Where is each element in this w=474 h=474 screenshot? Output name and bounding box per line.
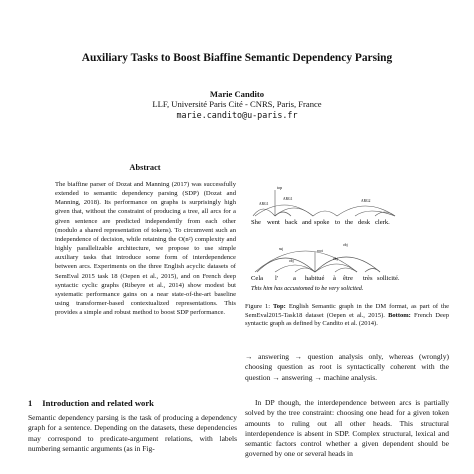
paper-title: Auxiliary Tasks to Boost Biaffine Semantic Dependency Parsing [81,52,393,64]
label-obj: obj [343,243,348,247]
caption-bottom-label: Bottom: [388,311,411,319]
caption-top-text: English Semantic graph in the DM format, as part of the SemEval2015-Task18 dataset (Oepen et al., 2015). [245,303,449,319]
arc-a [335,268,357,272]
arc-arg2 [337,206,395,216]
fr-gloss: This him has accustomed to be very solicited. [251,285,364,292]
arc-suj-b [255,251,357,272]
caption-bottom-text: French Deep syntactic graph as defined by Candito et al. (2014). [245,311,449,328]
en-word: back [285,219,298,226]
section-heading [28,398,238,408]
right-paragraph-1: → answering → question analysis only, whereas (wrongly) choosing question as root is syntactically coherent with the question → answering → machine analysis. [245,352,449,382]
fr-word: être [343,275,353,282]
label-obj-b: obj [333,257,338,261]
label-arg1: ARG1 [259,202,269,206]
abstract-heading: Abstract [129,163,161,172]
author-email[interactable]: marie.candito@u-paris.fr [176,110,298,120]
section-title: Introduction and related work [42,398,154,408]
caption-top-label: Top: [273,303,286,310]
en-word: spoke [314,219,330,226]
fr-word: habitué [305,275,325,282]
arc-aux [295,268,315,272]
author-name: Marie Candito [209,89,265,99]
arc-back [275,212,291,216]
label-root: root [317,249,323,253]
english-graph [251,185,395,226]
fr-word: très [363,275,373,282]
label-obj-a: obj [289,259,294,263]
en-word: She [251,219,261,226]
fr-word: à [333,275,336,282]
fr-word: a [293,275,296,282]
arc-obj-long [315,257,380,272]
fr-word: l' [275,275,279,282]
arc-to [313,211,337,216]
en-word: the [345,219,354,226]
en-word: desk [358,219,371,226]
label-arg2: ARG2 [361,199,371,203]
label-arg1-b: ARG1 [283,197,293,201]
section-number: 1 [28,398,33,408]
arc-suj [257,258,315,272]
french-graph [251,243,400,292]
right-paragraph-2: In DP though, the interdependence between arcs is partially solved by the tree constraint: choosing one head for a given token amounts to ruling out all other heads. This structural interdependence is absent in SDP. Complex structural, lexical and semantic factors control whether a given dependent should be governed by one or several heads in [245,398,449,459]
label-top: top [277,185,283,190]
label-suj: suj [279,247,284,251]
author-affiliation: LLF, Université Paris Cité - CNRS, Paris, France [152,99,322,109]
figure-caption: Figure 1: Top: English Semantic graph in the DM format, as part of the SemEval2015-Task18 dataset (Oepen et al., 2015). Bottom: French Deep syntactic graph as defined by Candito et al. (2014). [245,303,449,328]
arc-obj-b [315,264,357,272]
en-word: to [335,219,341,226]
arc-and [275,208,313,216]
en-word: clerk. [375,219,390,226]
fr-word: sollicité. [377,275,400,282]
en-word: and [302,219,312,226]
en-word: went [267,219,280,226]
arc-the [355,211,395,216]
fr-word: Cela [251,275,264,282]
intro-text: Semantic dependency parsing is the task of producing a dependency graph for a sentence. Depending on the datasets, these dependencies may correspond to predicate-argument relations, with labels numbering semantic arguments (as in Fig- [28,413,237,453]
abstract-text: The biaffine parser of Dozat and Manning (2017) was successfully extended to semantic dependency parsing (SDP) (Dozat and Manning, 2018). Its performance on graphs is surprisingly high given that, without the constraint of producing a tree, all arcs for a given sentence are predicted independently from each other (modulo a shared representation of tokens). To circumvent such an independence of decision, while retaining the O(n²) complexity and highly parallelizable architecture, we propose to use simple auxiliary tasks that introduce some form of interdependence between arcs. Experiments on the three English acyclic datasets of SemEval 2015 task 18 (Oepen et al., 2015), and on French deep syntactic cyclic graphs (Ribeyre et al., 2014) show modest but systematic performance gains on a near state-of-the-art baseline using transformer-based contextualized representations. This provides a simple and robust method to boost SDP performance. [55,181,236,317]
figure-1 [245,180,450,298]
arc-tres [365,269,380,273]
